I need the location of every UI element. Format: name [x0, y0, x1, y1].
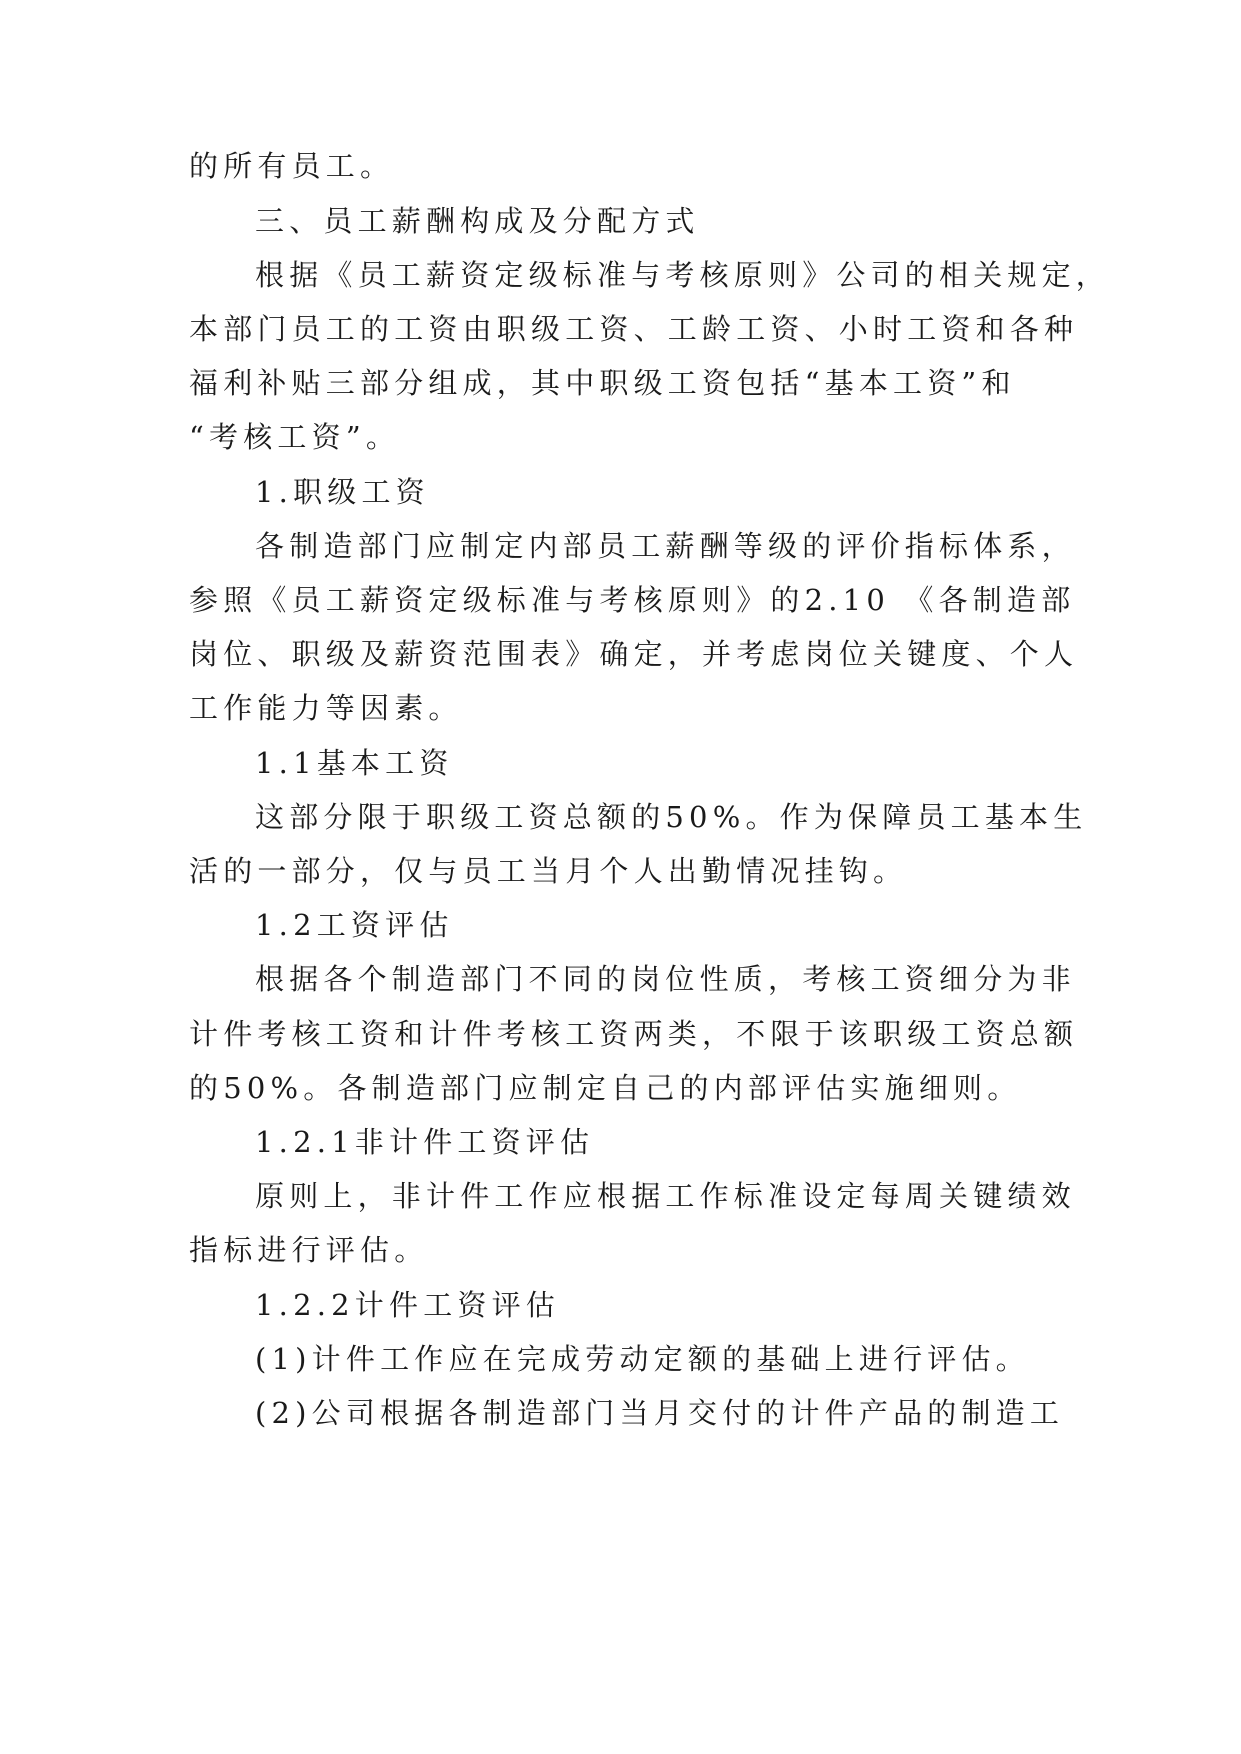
- list-item: (2)公司根据各制造部门当月交付的计件产品的制造工: [255, 1396, 1065, 1430]
- paragraph-line: 岗位、职级及薪资范围表》确定，并考虑岗位关键度、个人: [189, 637, 1079, 671]
- paragraph-line: 福利补贴三部分组成，其中职级工资包括“基本工资”和: [189, 366, 1016, 400]
- list-item: (1)计件工作应在完成劳动定额的基础上进行评估。: [255, 1342, 1030, 1376]
- paragraph-line: 参照《员工薪资定级标准与考核原则》的2.10 《各制造部: [189, 583, 1076, 617]
- paragraph-line: 这部分限于职级工资总额的50%。作为保障员工基本生: [255, 800, 1088, 834]
- paragraph-line: 工作能力等因素。: [189, 691, 463, 725]
- paragraph-line: 的50%。各制造部门应制定自己的内部评估实施细则。: [189, 1071, 1022, 1105]
- paragraph-line: 的所有员工。: [189, 149, 395, 183]
- paragraph-line: “考核工资”。: [189, 420, 401, 454]
- paragraph-line: 本部门员工的工资由职级工资、工龄工资、小时工资和各种: [189, 312, 1079, 346]
- subsection-heading: 1.1基本工资: [255, 746, 454, 780]
- paragraph-line: 指标进行评估。: [189, 1233, 429, 1267]
- paragraph-line: 根据《员工薪资定级标准与考核原则》公司的相关规定，: [255, 258, 1111, 292]
- paragraph-line: 各制造部门应制定内部员工薪酬等级的评价指标体系，: [255, 529, 1076, 563]
- paragraph-line: 根据各个制造部门不同的岗位性质，考核工资细分为非: [255, 962, 1076, 996]
- subsection-heading: 1.2.2计件工资评估: [255, 1288, 560, 1322]
- subsection-heading: 1.2工资评估: [255, 908, 454, 942]
- paragraph-line: 计件考核工资和计件考核工资两类，不限于该职级工资总额: [189, 1017, 1079, 1051]
- paragraph-line: 活的一部分，仅与员工当月个人出勤情况挂钩。: [189, 854, 908, 888]
- subsection-heading: 1.职级工资: [255, 475, 430, 509]
- section-heading: 三、员工薪酬构成及分配方式: [255, 204, 700, 238]
- subsection-heading: 1.2.1非计件工资评估: [255, 1125, 595, 1159]
- paragraph-line: 原则上，非计件工作应根据工作标准设定每周关键绩效: [255, 1179, 1076, 1213]
